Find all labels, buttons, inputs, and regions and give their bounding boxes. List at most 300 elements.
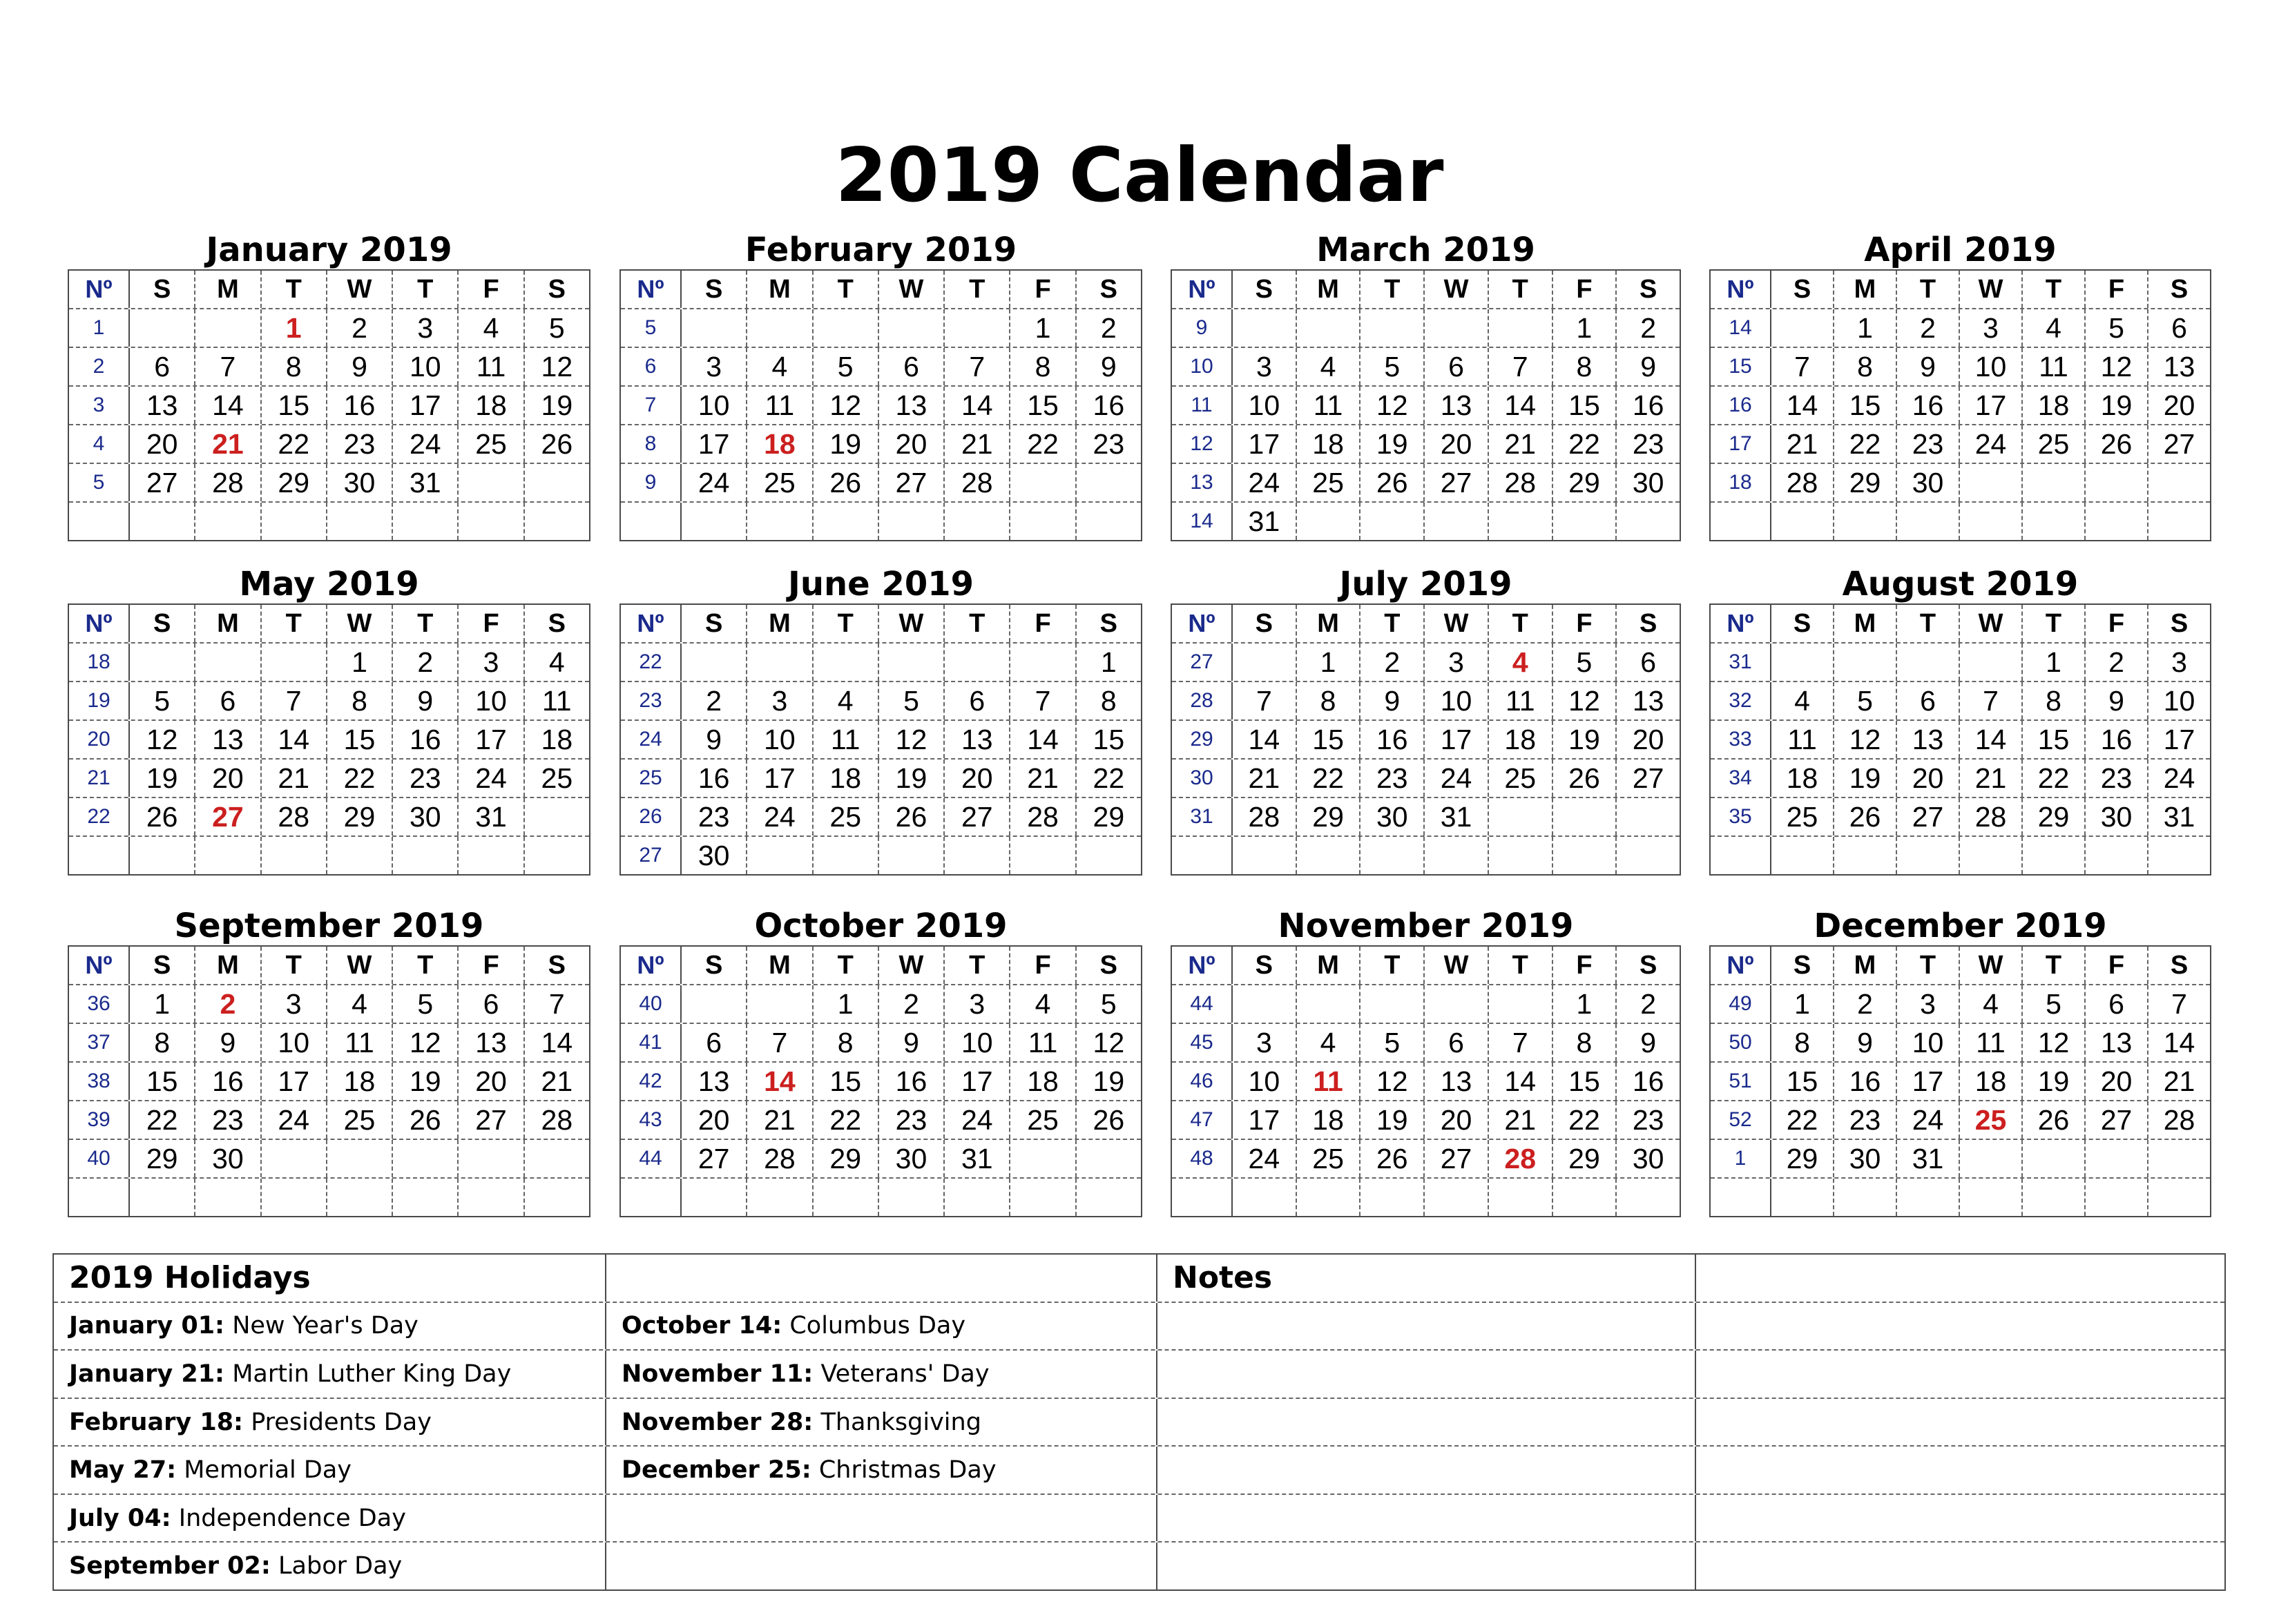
week-number: 1: [69, 309, 130, 347]
weekday-header: F: [1552, 605, 1616, 642]
weekday-header: T: [260, 947, 326, 984]
week-row: [1711, 347, 2210, 385]
month-february: [619, 231, 1142, 541]
day-cell: 29: [1552, 1140, 1616, 1177]
day-cell: 15: [260, 387, 326, 424]
notes-line[interactable]: [1156, 1303, 1695, 1350]
week-number: 10: [1172, 348, 1233, 385]
month-april: [1709, 231, 2211, 541]
day-cell: 14: [943, 387, 1009, 424]
day-cell: 19: [1833, 760, 1896, 797]
day-cell: 24: [1423, 760, 1488, 797]
empty-day-cell: [878, 1179, 943, 1216]
week-row: [1711, 1100, 2210, 1139]
weekday-header: M: [1296, 605, 1360, 642]
day-cell: 17: [1248, 1103, 1280, 1136]
day-cell: 21: [1786, 427, 1818, 460]
empty-day-cell: [1959, 503, 2021, 540]
week-row: [1711, 681, 2210, 719]
day-cell: 29: [326, 798, 392, 835]
week-number: [621, 1179, 682, 1216]
weekday-header: W: [1423, 605, 1488, 642]
notes-line[interactable]: [1695, 1303, 2224, 1350]
empty-day-cell: [812, 1179, 878, 1216]
week-row: [1711, 463, 2210, 501]
day-cell: 9: [392, 682, 457, 719]
day-cell: 29: [1552, 464, 1616, 501]
empty-day-cell: [1009, 837, 1075, 874]
holiday-name: Veterans' Day: [820, 1360, 990, 1388]
empty-day-cell: [682, 1179, 746, 1216]
weekday-header: F: [2084, 271, 2147, 308]
empty-day-cell: [194, 309, 260, 347]
day-cell: 12: [523, 348, 589, 385]
day-cell: 3: [1256, 350, 1272, 383]
day-cell: 26: [392, 1101, 457, 1139]
day-cell: 2: [706, 684, 722, 717]
day-cell: 9: [1359, 682, 1423, 719]
day-cell: 18: [1296, 1101, 1360, 1139]
notes-line[interactable]: [1695, 1351, 2224, 1398]
week-number: 14: [1711, 309, 1771, 347]
week-row: [1172, 984, 1680, 1023]
week-number: 27: [621, 837, 682, 874]
day-cell: 6: [706, 1026, 722, 1058]
day-cell: 28: [194, 464, 260, 501]
day-cell: 10: [260, 1024, 326, 1061]
notes-line[interactable]: [1156, 1543, 1695, 1589]
weekday-header: M: [1833, 947, 1896, 984]
week-row: [69, 835, 589, 874]
week-number: 3: [69, 387, 130, 424]
month-october: [619, 907, 1142, 1217]
week-row: [69, 501, 589, 540]
month-august: [1709, 565, 2211, 876]
day-cell: 5: [1833, 682, 1896, 719]
week-row: [1172, 797, 1680, 835]
week-row: [1172, 835, 1680, 874]
day-cell: 12: [1075, 1024, 1141, 1061]
empty-day-cell: [1359, 985, 1423, 1023]
empty-day-cell: [130, 309, 194, 347]
day-cell: 27: [1423, 1140, 1488, 1177]
week-number: 28: [1172, 682, 1233, 719]
month-grid: [1171, 945, 1681, 1217]
day-cell: 2: [1896, 309, 1959, 347]
week-row: [1172, 1177, 1680, 1216]
week-number: 39: [69, 1101, 130, 1139]
week-number: [69, 1179, 130, 1216]
empty-day-cell: [682, 309, 746, 347]
week-row: [621, 758, 1141, 797]
day-cell: 4: [2021, 309, 2084, 347]
day-cell: 8: [1075, 682, 1141, 719]
empty-day-cell: [1233, 985, 1296, 1023]
day-cell: 27: [146, 466, 178, 499]
week-row: [1172, 642, 1680, 681]
day-cell: 13: [1896, 721, 1959, 758]
week-number: 51: [1711, 1063, 1771, 1100]
weekday-header: T: [1488, 271, 1552, 308]
day-cell: 20: [194, 760, 260, 797]
day-cell: 3: [746, 682, 811, 719]
weekday-header: S: [523, 605, 589, 642]
day-cell: 12: [2021, 1024, 2084, 1061]
empty-day-cell: [1959, 464, 2021, 501]
week-number: [621, 503, 682, 540]
empty-day-cell: [1833, 837, 1896, 874]
day-cell: 1: [154, 987, 171, 1020]
weekday-header: F: [457, 271, 523, 308]
day-cell: 15: [812, 1063, 878, 1100]
day-cell: 30: [1615, 1140, 1680, 1177]
empty-day-cell: [260, 503, 326, 540]
empty-day-cell: [878, 309, 943, 347]
empty-day-cell: [2021, 837, 2084, 874]
week-row: [1172, 385, 1680, 424]
weekday-header: M: [746, 271, 811, 308]
day-cell: 8: [1552, 348, 1616, 385]
weekday-header: M: [194, 605, 260, 642]
day-cell: 17: [2147, 721, 2210, 758]
empty-day-cell: [1009, 1140, 1075, 1177]
empty-day-cell: [457, 1140, 523, 1177]
week-row: [1711, 501, 2210, 540]
month-may: [68, 565, 590, 876]
day-cell: 2: [1359, 644, 1423, 681]
holiday-name: Memorial Day: [184, 1456, 352, 1485]
week-number: 37: [69, 1024, 130, 1061]
week-number: 5: [69, 464, 130, 501]
empty-day-cell: [523, 798, 589, 835]
weekday-header: T: [2021, 605, 2084, 642]
day-cell: 22: [812, 1101, 878, 1139]
day-cell: 28: [2147, 1101, 2210, 1139]
day-cell: 18: [523, 721, 589, 758]
week-row: [621, 984, 1141, 1023]
notes-line[interactable]: [1156, 1495, 1695, 1542]
week-number: 34: [1711, 760, 1771, 797]
day-cell: 1: [1009, 309, 1075, 347]
day-cell: 22: [146, 1103, 178, 1136]
weekday-header: S: [1615, 605, 1680, 642]
month-title: August 2019: [1842, 565, 2079, 603]
month-title: September 2019: [174, 907, 484, 945]
weekday-header-row: [69, 605, 589, 642]
holiday-date: November 28:: [622, 1408, 814, 1436]
day-cell: 23: [1359, 760, 1423, 797]
weekday-header: S: [1615, 947, 1680, 984]
day-cell: 4: [1296, 348, 1360, 385]
week-number: 4: [69, 425, 130, 463]
week-number: 15: [1711, 348, 1771, 385]
day-cell: 23: [326, 425, 392, 463]
day-cell: 26: [523, 425, 589, 463]
week-number: 17: [1711, 425, 1771, 463]
empty-day-cell: [1771, 837, 1833, 874]
day-cell: 5: [1552, 644, 1616, 681]
weekday-header: S: [1255, 275, 1273, 304]
day-cell: 26: [1075, 1101, 1141, 1139]
day-cell: 26: [2084, 425, 2147, 463]
week-number: 40: [69, 1140, 130, 1177]
day-cell: 31: [1423, 798, 1488, 835]
day-cell: 31: [1248, 505, 1280, 537]
day-cell: 1: [1296, 644, 1360, 681]
week-number: [1711, 1179, 1771, 1216]
week-row: [69, 1139, 589, 1177]
week-row: [1172, 347, 1680, 385]
week-number: 24: [621, 721, 682, 758]
day-cell: 20: [2147, 387, 2210, 424]
weekday-header: S: [1255, 609, 1273, 638]
empty-day-cell: [1359, 309, 1423, 347]
empty-day-cell: [2147, 1179, 2210, 1216]
week-number-header: Nº: [621, 947, 682, 984]
weekday-header: T: [1488, 947, 1552, 984]
day-cell: 30: [1615, 464, 1680, 501]
day-cell: 25: [2021, 425, 2084, 463]
empty-day-cell: [1009, 464, 1075, 501]
week-row: [69, 385, 589, 424]
month-title: January 2019: [206, 231, 452, 269]
holiday-item: [54, 1447, 605, 1494]
empty-day-cell: [1009, 644, 1075, 681]
day-cell: 16: [194, 1063, 260, 1100]
day-cell: 30: [878, 1140, 943, 1177]
holiday-day-cell: 27: [194, 798, 260, 835]
day-cell: 3: [943, 985, 1009, 1023]
day-cell: 26: [1833, 798, 1896, 835]
empty-day-cell: [1615, 503, 1680, 540]
notes-line[interactable]: [1156, 1351, 1695, 1398]
week-row: [69, 1061, 589, 1100]
holiday-name: New Year's Day: [232, 1312, 419, 1340]
week-number: 8: [621, 425, 682, 463]
week-number-header: Nº: [1172, 947, 1233, 984]
day-cell: 16: [1615, 1063, 1680, 1100]
empty-day-cell: [326, 503, 392, 540]
day-cell: 13: [2084, 1024, 2147, 1061]
week-number-header: Nº: [69, 605, 130, 642]
day-cell: 28: [1248, 800, 1280, 833]
week-row: [1711, 424, 2210, 463]
day-cell: 29: [1296, 798, 1360, 835]
week-row: [621, 681, 1141, 719]
day-cell: 22: [1833, 425, 1896, 463]
day-cell: 3: [457, 644, 523, 681]
week-number: 2: [69, 348, 130, 385]
weekday-header: F: [2084, 605, 2147, 642]
day-cell: 18: [2021, 387, 2084, 424]
week-row: [69, 308, 589, 347]
week-row: [1172, 1100, 1680, 1139]
day-cell: 1: [1552, 985, 1616, 1023]
holidays-header-blank: [605, 1255, 1156, 1302]
weekday-header: S: [1075, 271, 1141, 308]
day-cell: 5: [1359, 1024, 1423, 1061]
page-title: 2019 Calendar: [835, 133, 1444, 219]
empty-day-cell: [2084, 837, 2147, 874]
day-cell: 4: [1009, 985, 1075, 1023]
empty-day-cell: [943, 644, 1009, 681]
week-number: 25: [621, 760, 682, 797]
empty-day-cell: [1423, 985, 1488, 1023]
weekday-header: W: [1959, 605, 2021, 642]
day-cell: 17: [1248, 427, 1280, 460]
week-number: 26: [621, 798, 682, 835]
empty-day-cell: [457, 1179, 523, 1216]
day-cell: 18: [1488, 721, 1552, 758]
day-cell: 30: [392, 798, 457, 835]
day-cell: 29: [146, 1142, 178, 1174]
empty-day-cell: [523, 1140, 589, 1177]
week-number: 16: [1711, 387, 1771, 424]
empty-day-cell: [746, 1179, 811, 1216]
day-cell: 11: [1959, 1024, 2021, 1061]
day-cell: 1: [326, 644, 392, 681]
month-june: [619, 565, 1142, 876]
day-cell: 11: [326, 1024, 392, 1061]
notes-line[interactable]: [1156, 1399, 1695, 1446]
day-cell: 31: [392, 464, 457, 501]
day-cell: 15: [146, 1065, 178, 1097]
day-cell: 29: [812, 1140, 878, 1177]
empty-day-cell: [1615, 837, 1680, 874]
week-number-header: Nº: [1172, 605, 1233, 642]
month-grid: [68, 945, 590, 1217]
day-cell: 27: [1423, 464, 1488, 501]
day-cell: 30: [698, 839, 730, 871]
empty-day-cell: [1552, 503, 1616, 540]
day-cell: 27: [943, 798, 1009, 835]
week-number: 7: [621, 387, 682, 424]
day-cell: 23: [1075, 425, 1141, 463]
empty-day-cell: [1359, 503, 1423, 540]
empty-day-cell: [130, 644, 194, 681]
day-cell: 26: [812, 464, 878, 501]
day-cell: 8: [1296, 682, 1360, 719]
notes-line[interactable]: [1695, 1399, 2224, 1446]
empty-day-cell: [2021, 1179, 2084, 1216]
week-row: [1172, 501, 1680, 540]
day-cell: 22: [1296, 760, 1360, 797]
month-title: March 2019: [1316, 231, 1535, 269]
weekday-header-row: [1711, 271, 2210, 308]
holidays-title: 2019 Holidays: [69, 1260, 311, 1296]
day-cell: 10: [1896, 1024, 1959, 1061]
day-cell: 13: [194, 721, 260, 758]
day-cell: 8: [154, 1026, 171, 1058]
day-cell: 10: [2147, 682, 2210, 719]
day-cell: 24: [392, 425, 457, 463]
week-row: [69, 463, 589, 501]
holiday-day-cell: 28: [1488, 1140, 1552, 1177]
empty-day-cell: [1075, 1140, 1141, 1177]
holiday-row: [54, 1398, 2224, 1446]
day-cell: 17: [1959, 387, 2021, 424]
day-cell: 19: [1359, 1101, 1423, 1139]
empty-day-cell: [812, 644, 878, 681]
empty-day-cell: [1423, 309, 1488, 347]
day-cell: 9: [1896, 348, 1959, 385]
notes-line[interactable]: [1695, 1495, 2224, 1542]
empty-day-cell: [1488, 798, 1552, 835]
week-row: [69, 797, 589, 835]
day-cell: 10: [457, 682, 523, 719]
day-cell: 10: [746, 721, 811, 758]
notes-line[interactable]: [1156, 1447, 1695, 1494]
day-cell: 2: [878, 985, 943, 1023]
day-cell: 17: [698, 427, 730, 460]
week-row: [621, 797, 1141, 835]
holiday-row: [54, 1445, 2224, 1494]
week-row: [621, 463, 1141, 501]
day-cell: 24: [698, 466, 730, 499]
week-number: 14: [1172, 503, 1233, 540]
holiday-row: [54, 1541, 2224, 1589]
weekday-header: S: [153, 951, 171, 980]
holiday-date: July 04:: [69, 1504, 171, 1532]
week-row: [621, 1100, 1141, 1139]
empty-day-cell: [1771, 1179, 1833, 1216]
day-cell: 28: [1488, 464, 1552, 501]
notes-line[interactable]: [1695, 1447, 2224, 1494]
notes-line[interactable]: [1695, 1543, 2224, 1589]
empty-day-cell: [682, 644, 746, 681]
weekday-header: F: [1009, 271, 1075, 308]
empty-day-cell: [1075, 837, 1141, 874]
empty-day-cell: [943, 837, 1009, 874]
day-cell: 24: [260, 1101, 326, 1139]
month-title: October 2019: [754, 907, 1008, 945]
empty-day-cell: [260, 837, 326, 874]
day-cell: 17: [260, 1063, 326, 1100]
day-cell: 7: [260, 682, 326, 719]
day-cell: 31: [2147, 798, 2210, 835]
week-number: 42: [621, 1063, 682, 1100]
weekday-header: T: [1896, 271, 1959, 308]
day-cell: 22: [1552, 425, 1616, 463]
day-cell: 19: [1552, 721, 1616, 758]
day-cell: 11: [812, 721, 878, 758]
day-cell: 7: [943, 348, 1009, 385]
weekday-header: T: [392, 271, 457, 308]
weekday-header-row: [1172, 271, 1680, 308]
weekday-header: T: [812, 605, 878, 642]
empty-day-cell: [260, 644, 326, 681]
weekday-header: S: [2147, 605, 2210, 642]
day-cell: 22: [1786, 1103, 1818, 1136]
weekday-header: W: [326, 271, 392, 308]
week-row: [1172, 1139, 1680, 1177]
empty-day-cell: [326, 837, 392, 874]
holiday-item: [54, 1351, 605, 1398]
day-cell: 8: [260, 348, 326, 385]
holiday-name: Independence Day: [178, 1504, 406, 1532]
week-row: [1711, 642, 2210, 681]
day-cell: 11: [457, 348, 523, 385]
empty-day-cell: [1552, 837, 1616, 874]
week-row: [1172, 1023, 1680, 1061]
weekday-header: W: [1959, 947, 2021, 984]
holiday-blank: [605, 1543, 1156, 1589]
month-grid: [1171, 603, 1681, 876]
holiday-date: January 01:: [69, 1312, 225, 1340]
weekday-header-row: [69, 947, 589, 984]
day-cell: 5: [2084, 309, 2147, 347]
empty-day-cell: [746, 837, 811, 874]
